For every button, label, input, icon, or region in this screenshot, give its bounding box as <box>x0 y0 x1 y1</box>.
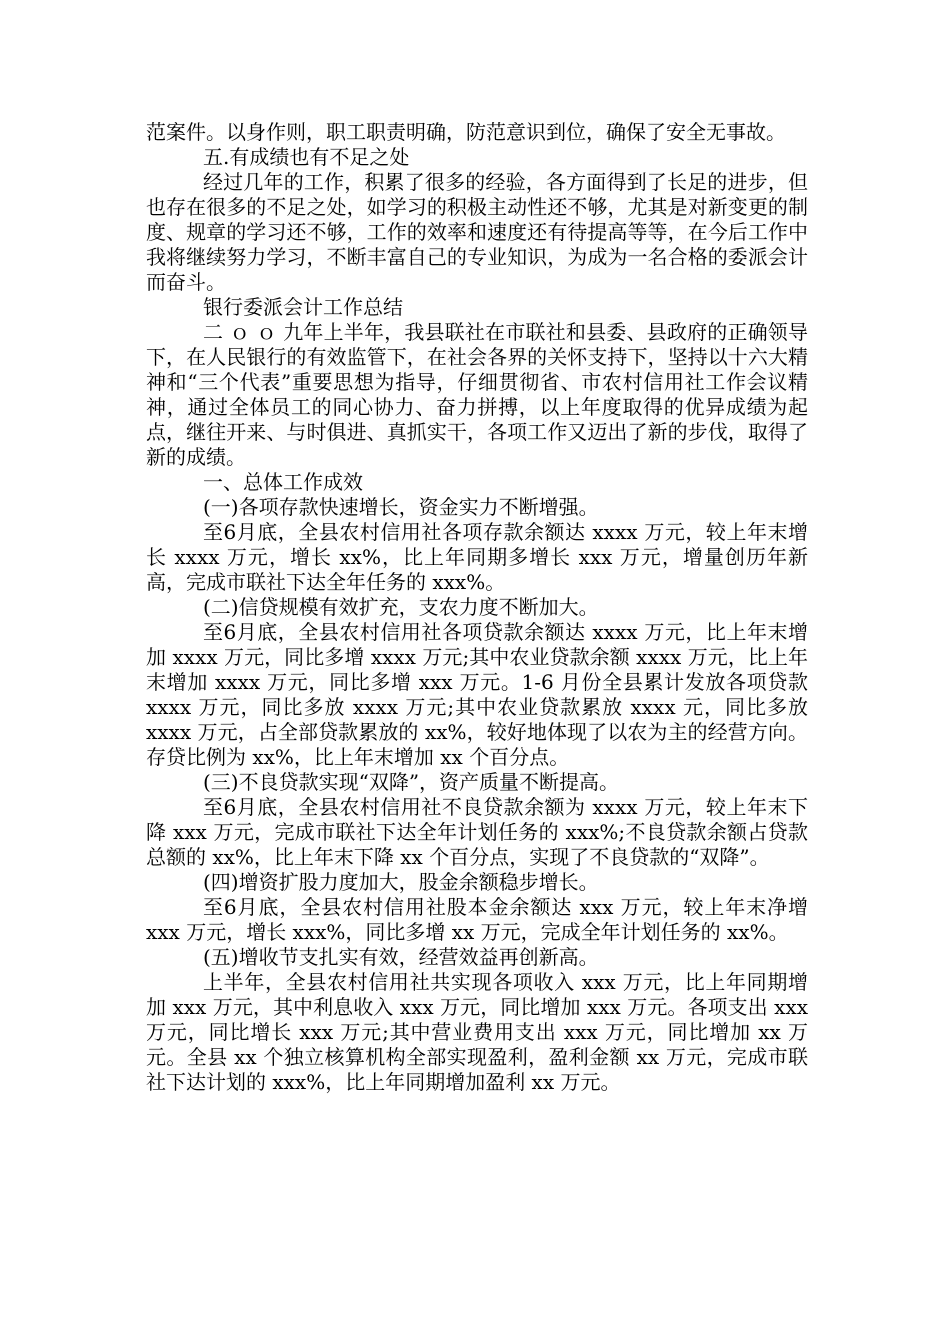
subheading-4: (四)增资扩股力度加大，股金余额稳步增长。 <box>203 870 599 894</box>
section-heading-1: 一、总体工作成效 <box>203 470 363 494</box>
paragraph-3: 二 ｏ ｏ 九年上半年，我县联社在市联社和县委、县政府的正确领导下，在人民银行的有效监管下，在社会各界的关怀支持下，坚持以十六大精神和“三个代表”重要思想为指导，仔细贯彻省、市农村信用社工作会议精神，通过全体员工的同心协力、奋力拼搏，以上年度取得的优异成绩为起点，继往开来、与时俱进、真抓实干，各项工作又迈出了新的步伐，取得了新的成绩。 <box>146 320 808 469</box>
subheading-1: (一)各项存款快速增长，资金实力不断增强。 <box>203 495 599 519</box>
paragraph-4: 至6月底，全县农村信用社各项存款余额达 xxxx 万元，较上年末增长 xxxx 万元，增长 xx%，比上年同期多增长 xxx 万元，增量创历年新高，完成市联社下达全年任务的 xxx%。 <box>146 520 808 594</box>
section-heading-5: 五.有成绩也有不足之处 <box>203 145 410 169</box>
paragraph-1: 范案件。以身作则，职工职责明确，防范意识到位，确保了安全无事故。 <box>146 120 786 144</box>
subheading-5: (五)增收节支扎实有效，经营效益再创新高。 <box>203 945 599 969</box>
paragraph-8: 上半年，全县农村信用社共实现各项收入 xxx 万元，比上年同期增加 xxx 万元，其中利息收入 xxx 万元，同比增加 xxx 万元。各项支出 xxx 万元，同比增长 xxx 万元;其中营业费用支出 xxx 万元，同比增加 xx 万元。全县 xx 个独立核算机构全部实现盈利，盈利金额 xx 万元，完成市联社下达计划的 xxx%，比上年同期增加盈利 xx 万元。 <box>146 970 808 1094</box>
subheading-3: (三)不良贷款实现“双降”，资产质量不断提高。 <box>203 770 620 794</box>
document-body <box>146 120 808 1095</box>
document-title: 银行委派会计工作总结 <box>203 295 403 319</box>
subheading-2: (二)信贷规模有效扩充，支农力度不断加大。 <box>203 595 599 619</box>
paragraph-5: 至6月底，全县农村信用社各项贷款余额达 xxxx 万元，比上年末增加 xxxx 万元，同比多增 xxxx 万元;其中农业贷款余额 xxxx 万元，比上年末增加 xxxx 万元，同比多增 xxx 万元。1-6 月份全县累计发放各项贷款 xxxx 万元，同比多放 xxxx 万元;其中农业贷款累放 xxxx 元，同比多放 xxxx 万元，占全部贷款累放的 xx%，较好地体现了以农为主的经营方向。存贷比例为 xx%，比上年末增加 xx 个百分点。 <box>146 620 808 769</box>
paragraph-6: 至6月底，全县农村信用社不良贷款余额为 xxxx 万元，较上年末下降 xxx 万元，完成市联社下达全年计划任务的 xxx%;不良贷款余额占贷款总额的 xx%，比上年末下降 xx 个百分点，实现了不良贷款的“双降”。 <box>146 795 808 869</box>
paragraph-7: 至6月底，全县农村信用社股本金余额达 xxx 万元，较上年末净增 xxx 万元，增长 xxx%，同比多增 xx 万元，完成全年计划任务的 xx%。 <box>146 895 808 944</box>
paragraph-2: 经过几年的工作，积累了很多的经验，各方面得到了长足的进步，但也存在很多的不足之处，如学习的积极主动性还不够，尤其是对新变更的制度、规章的学习还不够，工作的效率和速度还有待提高等等，在今后工作中我将继续努力学习，不断丰富自己的专业知识，为成为一名合格的委派会计而奋斗。 <box>146 170 808 294</box>
